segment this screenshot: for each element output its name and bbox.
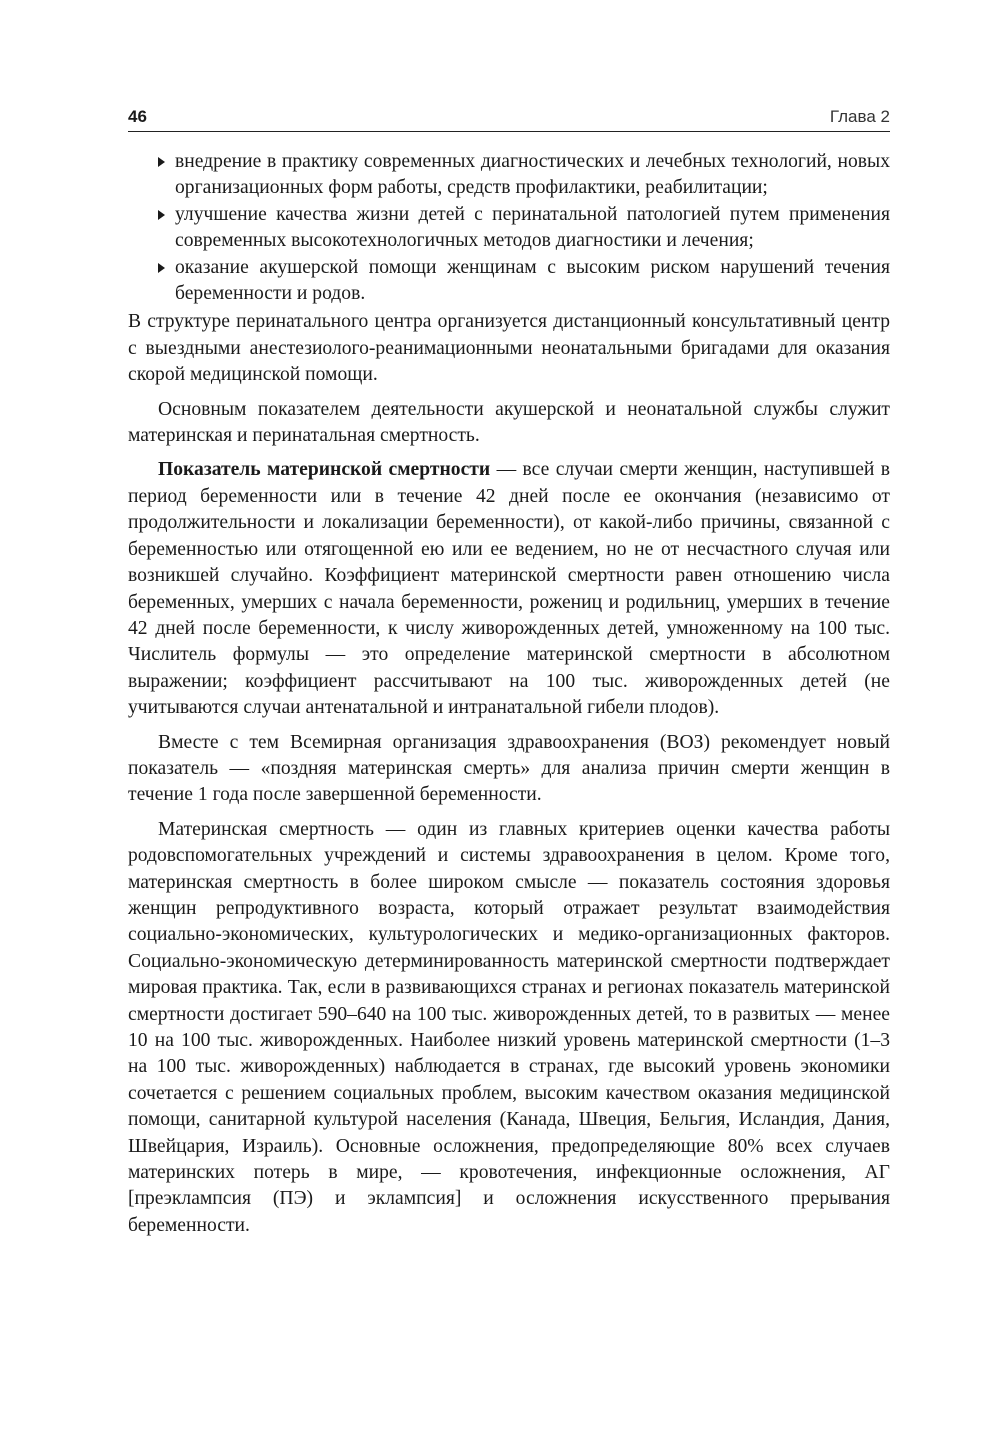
- paragraph-who-recommendation: Вместе с тем Всемирная организация здравоохранения (ВОЗ) рекомендует новый показатель — «поздняя материнская смерть» для анализа причин смерти женщин в течение 1 года после завершенной беременности.: [128, 731, 890, 806]
- list-item: [128, 149, 890, 202]
- paragraph-mortality-criteria: Материнская смертность — один из главных критериев оценки качества работы родовспомогательных учреждений и системы здравоохранения в целом. Кроме того, материнская смертность в более широком смысле — показатель состояния здоровья женщин репродуктивного возраста, который отражает результат взаимодействия социально-экономических, культурологических и медико-организационных факторов. Социально-экономическую детерминированность материнской смертности подтверждает мировая практика. Так, если в развивающихся странах и регионах показатель материнской смертности достигает 590–640 на 100 тыс. живорожденных детей, то в развитых — менее 10 на 100 тыс. живорожденных. Наиболее низкий уровень материнской смертности (1–3 на 100 тыс. живорожденных) наблюдается в странах, где высокий уровень экономики сочетается с решением социальных проблем, высоким качеством оказания медицинской помощи, санитарной культурой населения (Канада, Швеция, Бельгия, Исландия, Дания, Швейцария, Израиль). Основные осложнения, предопределяющие 80% всех случаев материнских потерь в мире, — кровотечения, инфекционные осложнения, АГ [преэклампсия (ПЭ) и эклампсия] и осложнения искусственного прерывания беременности.: [128, 818, 890, 1236]
- paragraph-main-indicator: Основным показателем деятельности акушерской и неонатальной службы служит материнская и перинатальная смертность.: [128, 398, 890, 447]
- list-item-text: улучшение качества жизни детей с перинатальной патологией путем применения современных высокотехнологичных методов диагностики и лечения;: [175, 203, 890, 252]
- page-number: 46: [128, 107, 147, 126]
- definition-text: — все случаи смерти женщин, наступившей в период беременности или в течение 42 дней после ее окончания (независимо от продолжительности и локализации беременности), от какой-либо причины, связанной с беременностью или отягощенной ею или ее ведением, но не от несчастного случая или возникшей случайно. Коэффициент материнской смертности равен отношению числа беременных, умерших с начала беременности, рожениц и родильниц, умерших в течение 42 дней после беременности, к числу живорожденных детей, умноженному на 100 тыс. Числитель формулы — это определение материнской смертности в абсолютном выражении; коэффициент рассчитывают на 100 тыс. живорожденных детей (не учитываются случаи антенатальной и интранатальной гибели плодов).: [128, 459, 890, 719]
- chapter-label: Глава 2: [829, 107, 890, 126]
- triangle-bullet-icon: [158, 263, 165, 273]
- list-item: [128, 255, 890, 308]
- running-header: [128, 103, 890, 132]
- triangle-bullet-icon: [158, 157, 165, 167]
- list-item-text: внедрение в практику современных диагностических и лечебных технологий, новых организационных форм работы, средств профилактики, реабилитации;: [175, 151, 890, 199]
- list-item-text: оказание акушерской помощи женщинам с высоким риском нарушений течения беременности и родов.: [175, 256, 890, 305]
- page-body: [128, 149, 890, 1239]
- defined-term: Показатель материнской смертности: [158, 459, 491, 481]
- triangle-bullet-icon: [158, 210, 165, 220]
- bullet-list: [128, 149, 890, 307]
- paragraph-maternal-mortality-definition: [128, 457, 890, 721]
- list-item: [128, 202, 890, 255]
- paragraph-consultative-center: В структуре перинатального центра организуется дистанционный консультативный центр с выездными анестезиолого-реанимационными неонатальными бригадами для оказания скорой медицинской помощи.: [128, 311, 890, 386]
